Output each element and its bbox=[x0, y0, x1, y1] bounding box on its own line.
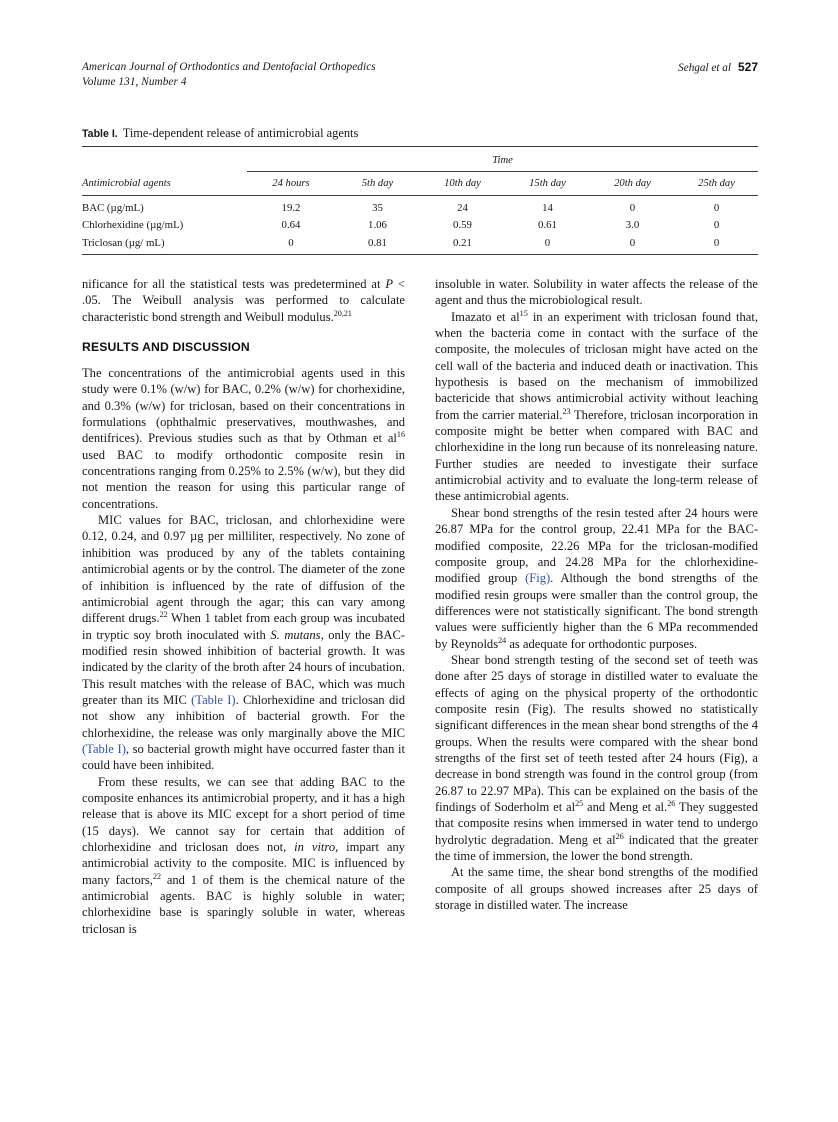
cell-bac-d10: 24 bbox=[457, 202, 468, 215]
text-run: Therefore, triclosan incorporation in composite might be better when compared with BAC and chlorhexidine in the long run because of its nonreleasing nature. Further studies are needed to investigate their surface antimicrobial activity and to evaluate the long-term release of these antimicrobial agents. bbox=[435, 407, 759, 504]
text-run: MIC values for BAC, triclosan, and chlorhexidine were 0.12, 0.24, and 0.97 µg per milliliter, respectively. No zone of inhibition was produced by any of the tablets containing antimicrobial agents or by the control. The diameter of the zone of inhibition is influenced by the rate of diffusion of the antimicrobial agent through the agar; this can vary among different drugs. bbox=[82, 513, 405, 626]
text-run-italic: P bbox=[385, 277, 394, 291]
paragraph-concentrations bbox=[82, 365, 405, 512]
text-run: , so bacterial growth might have occurred faster than it could have been inhibited. bbox=[82, 741, 405, 773]
table-row bbox=[82, 196, 758, 217]
table-column-header-row bbox=[82, 172, 758, 196]
paragraph-mic-values bbox=[82, 512, 405, 774]
citation-ref: 22 bbox=[159, 610, 168, 620]
citation-ref: 20,21 bbox=[333, 308, 352, 318]
cell-bac-d25: 0 bbox=[713, 202, 720, 215]
cell-bac-d5: 35 bbox=[372, 202, 383, 215]
column-header-15th-day: 15th day bbox=[529, 178, 566, 189]
species-name: S. mutans bbox=[270, 627, 321, 642]
citation-ref: 26 bbox=[667, 798, 676, 808]
text-run: as adequate for orthodontic purposes. bbox=[506, 636, 698, 651]
author-short: Sehgal et al bbox=[678, 62, 731, 74]
group-header-time: Time bbox=[247, 147, 758, 172]
row-label-triclosan: Triclosan (µg/ mL) bbox=[82, 236, 165, 249]
left-column bbox=[82, 276, 405, 937]
text-run: . Although the bond strengths of the modified resin groups were smaller than the control group, the differences were not statistically significant. The bond strength values were sufficiently higher than the 6 MPa recommended by Reynolds bbox=[435, 571, 758, 651]
text-run: Shear bond strength testing of the second set of teeth was done after 25 days of storage in distilled water to evaluate the effects of aging on the physical property of the orthodontic composite resin (Fig). The results showed no statistically significant differences in the mean shear bond strengths of the 4 groups. When the results were compared with the shear bond strengths of the first set of teeth tested after 24 hours (Fig), a decrease in bond strength was found in the control group (from 26.87 to 22.97 MPa). This can be explained on the basis of the findings of Soderholm et al bbox=[435, 652, 758, 814]
column-header-10th-day: 10th day bbox=[444, 178, 481, 189]
text-run: They suggested that composite resins when immersed in water tend to undergo hydrolytic degradation. Meng et al bbox=[435, 800, 758, 847]
text-run-italic: in vitro bbox=[294, 840, 336, 854]
table-link[interactable]: (Table I) bbox=[191, 692, 236, 707]
text-run: in an experiment with triclosan found that, when the bacteria come in contact with the surface of the composite, the molecules of triclosan might have acted on the cell wall of the bacteria and induced death or inactivation. This hypothesis is based on the mechanism of immobilized bactericide that shows antimicrobial activity without leaching from the carrier material. bbox=[435, 309, 758, 422]
paragraph-conclusions-bac bbox=[82, 774, 405, 937]
figure-link[interactable]: (Fig) bbox=[525, 571, 551, 586]
text-run: From these results, we can see that adding BAC to the composite enhances its antimicrobial property, and it has a high release that is above its MIC except for a short period of time (15 days). We cannot say for certain that addition of chlorhexidine and triclosan does not, bbox=[82, 774, 405, 854]
citation-ref: 24 bbox=[498, 635, 507, 645]
text-run: Imazato et al bbox=[451, 309, 520, 324]
text-run: and Meng et al. bbox=[583, 800, 668, 814]
text-run: When 1 tablet from each group was incubated in tryptic soy broth inoculated with bbox=[82, 611, 405, 642]
cell-bac-d15: 14 bbox=[542, 202, 553, 215]
cell-chx-d10: 0.59 bbox=[453, 219, 472, 232]
cell-tri-d10: 0.21 bbox=[453, 236, 472, 249]
table-label: Table I. bbox=[82, 128, 118, 140]
volume-issue: Volume 131, Number 4 bbox=[82, 75, 187, 88]
table-block bbox=[82, 126, 758, 255]
paragraph-continued bbox=[82, 276, 405, 325]
column-header-5th-day: 5th day bbox=[361, 178, 394, 189]
page-number: 527 bbox=[737, 60, 758, 74]
text-run: The concentrations of the antimicrobial agents used in this study were 0.1% (w/w) for BAC, 0.2% (w/w) for chorhexidine, and 0.3% (w/w) for triclosan, based on their concentrations in formulations (ophthalmic preservatives, mouthwashes, and dentifrices). Previous studies such as that by Othman et al bbox=[82, 366, 405, 446]
column-header-25th-day: 25th day bbox=[698, 178, 735, 189]
text-run: < .05. The Weibull analysis was performed to calculate characteristic bond strength and Weibull modulus. bbox=[82, 277, 405, 324]
cell-chx-d15: 0.61 bbox=[538, 219, 557, 232]
text-run: . Chlorhexidine and triclosan did not show any inhibition of bacterial growth. For the chlorhexidine, the release was only marginally above the MIC bbox=[82, 692, 405, 740]
cell-chx-24h: 0.64 bbox=[281, 219, 301, 232]
table-caption bbox=[82, 126, 758, 142]
running-head bbox=[82, 60, 758, 94]
text-run: and 1 of them is the chemical nature of the antimicrobial agents. BAC is highly soluble in water; chlorhexidine base is sparingly soluble in water, whereas triclosan is bbox=[82, 872, 405, 936]
right-column bbox=[435, 276, 758, 913]
section-heading-results-and-discussion: RESULTS AND DISCUSSION bbox=[82, 339, 250, 354]
cell-bac-24h: 19.2 bbox=[281, 202, 301, 215]
citation-ref: 15 bbox=[519, 308, 528, 318]
paragraph-imazato bbox=[435, 309, 758, 505]
citation-ref: 16 bbox=[396, 430, 405, 440]
journal-name: American Journal of Orthodontics and Dentofacial Orthopedics bbox=[82, 61, 376, 73]
cell-tri-d25: 0 bbox=[713, 236, 720, 249]
table-title: Time-dependent release of antimicrobial agents bbox=[122, 126, 359, 140]
text-run: , only the BAC-modified resin showed inhibition of bacterial growth. It was indicated by the clarity of the broth after 24 hours of incubation. This result matches with the release of BAC, which was much greater than its MIC bbox=[82, 627, 405, 707]
citation-ref: 22 bbox=[152, 871, 162, 881]
cell-chx-d25: 0 bbox=[713, 219, 720, 232]
cell-tri-d5: 0.81 bbox=[368, 236, 387, 249]
column-header-agents: Antimicrobial agents bbox=[82, 178, 171, 189]
running-head-right bbox=[678, 60, 758, 76]
antimicrobial-release-table bbox=[82, 146, 758, 255]
cell-chx-d5: 1.06 bbox=[368, 219, 387, 232]
text-run: used BAC to modify orthodontic composite resin in concentrations ranging from 0.25% to 2.5% (w/w), but they did not mention the reason for using this particular range of concentrations. bbox=[82, 447, 405, 511]
cell-bac-d20: 0 bbox=[629, 202, 636, 215]
cell-tri-24h: 0 bbox=[288, 236, 294, 249]
table-row bbox=[82, 234, 758, 254]
cell-tri-d20: 0 bbox=[629, 236, 636, 249]
text-run: indicated that the greater the time of immersion, the lower the bond strength. bbox=[435, 832, 758, 864]
paragraph-continued: insoluble in water. Solubility in water affects the release of the agent and thus the microbiological result. bbox=[435, 277, 758, 308]
table-group-header-row bbox=[82, 147, 758, 172]
paragraph-shear-bond-24h bbox=[435, 505, 758, 652]
citation-ref: 23 bbox=[562, 406, 571, 416]
text-run: Shear bond strengths of the resin tested after 24 hours were 26.87 MPa for the control group, 22.41 MPa for the BAC-modified composite, 22.26 MPa for the triclosan-modified composite group, and 24.28 MPa for the chlorhexidine-modified group bbox=[435, 505, 758, 586]
running-head-left bbox=[82, 60, 376, 89]
citation-ref: 26 bbox=[615, 831, 624, 841]
group-header-blank bbox=[82, 147, 247, 172]
cell-tri-d15: 0 bbox=[544, 236, 551, 249]
column-header-20th-day: 20th day bbox=[614, 178, 651, 189]
paragraph-shear-bond-25days bbox=[435, 652, 758, 864]
table-row bbox=[82, 217, 758, 234]
text-run: , impart any antimicrobial activity to the composite. MIC is influenced by many factors, bbox=[82, 840, 405, 887]
row-label-chlorhexidine: Chlorhexidine (µg/mL) bbox=[82, 219, 184, 232]
row-label-bac: BAC (µg/mL) bbox=[82, 202, 144, 215]
cell-chx-d20: 3.0 bbox=[625, 219, 640, 232]
text-run: nificance for all the statistical tests was predetermined at bbox=[82, 277, 386, 291]
paragraph-increase: At the same time, the shear bond strengths of the modified composite of all groups showed increases after 25 days of storage in distilled water. The increase bbox=[435, 865, 758, 913]
column-header-24-hours: 24 hours bbox=[272, 178, 310, 189]
table-link[interactable]: (Table I) bbox=[82, 741, 126, 756]
citation-ref: 25 bbox=[575, 798, 584, 808]
